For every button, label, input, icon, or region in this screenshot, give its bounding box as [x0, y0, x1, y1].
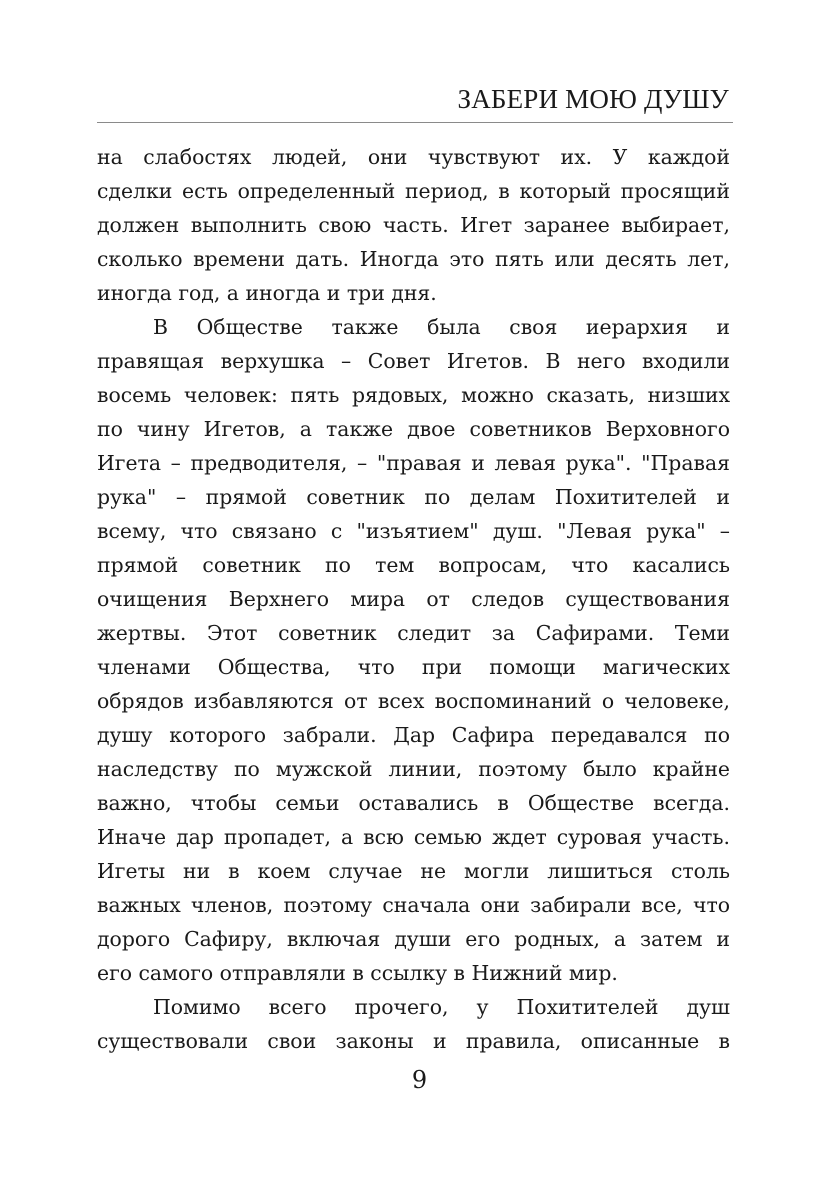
- text-line: Игеты ни в коем случае не могли лишиться столь: [97, 859, 730, 883]
- text-line: его самого отправляли в ссылку в Нижний мир.: [97, 961, 618, 985]
- text-line: по чину Игетов, а также двое советников Верховного: [97, 417, 730, 441]
- text-line: всему, что связано с "изъятием" душ. "Левая рука" –: [97, 519, 730, 543]
- text-line: душу которого забрали. Дар Сафира передавался по: [97, 723, 730, 747]
- text-line: важно, чтобы семьи оставались в Обществе всегда.: [97, 791, 730, 815]
- text-line: наследству по мужской линии, поэтому было крайне: [97, 757, 730, 781]
- text-line: иногда год, а иногда и три дня.: [97, 281, 437, 305]
- body-text: [97, 140, 730, 1058]
- text-line: важных членов, поэтому сначала они забирали все, что: [97, 893, 730, 917]
- text-line: правящая верхушка – Совет Игетов. В него входили: [97, 349, 730, 373]
- text-line: обрядов избавляются от всех воспоминаний о человеке,: [97, 689, 730, 713]
- text-line: существовали свои законы и правила, описанные в: [97, 1029, 730, 1053]
- paragraph-first-line: Помимо всего прочего, у Похитителей душ: [153, 995, 730, 1019]
- text-line: рука" – прямой советник по делам Похитителей и: [97, 485, 730, 509]
- text-line: сделки есть определенный период, в который просящий: [97, 179, 730, 203]
- text-line: восемь человек: пять рядовых, можно сказать, низших: [97, 383, 730, 407]
- text-line: сколько времени дать. Иногда это пять или десять лет,: [97, 247, 730, 271]
- text-line: Иначе дар пропадет, а всю семью ждет суровая участь.: [97, 825, 730, 849]
- book-title: ЗАБЕРИ МОЮ ДУШУ: [457, 84, 729, 114]
- text-line: должен выполнить свою часть. Игет заранее выбирает,: [97, 213, 730, 237]
- text-line: членами Общества, что при помощи магических: [97, 655, 730, 679]
- running-header: [97, 80, 733, 123]
- page-number: 9: [411, 1066, 428, 1094]
- text-line: дорого Сафиру, включая души его родных, а затем и: [97, 927, 730, 951]
- text-line: жертвы. Этот советник следит за Сафирами. Теми: [97, 621, 730, 645]
- text-line: на слабостях людей, они чувствуют их. У каждой: [97, 145, 730, 169]
- text-line: очищения Верхнего мира от следов существования: [97, 587, 730, 611]
- paragraph-first-line: В Обществе также была своя иерархия и: [153, 315, 730, 339]
- text-line: прямой советник по тем вопросам, что касались: [97, 553, 730, 577]
- text-line: Игета – предводителя, – "правая и левая рука". "Правая: [97, 451, 730, 475]
